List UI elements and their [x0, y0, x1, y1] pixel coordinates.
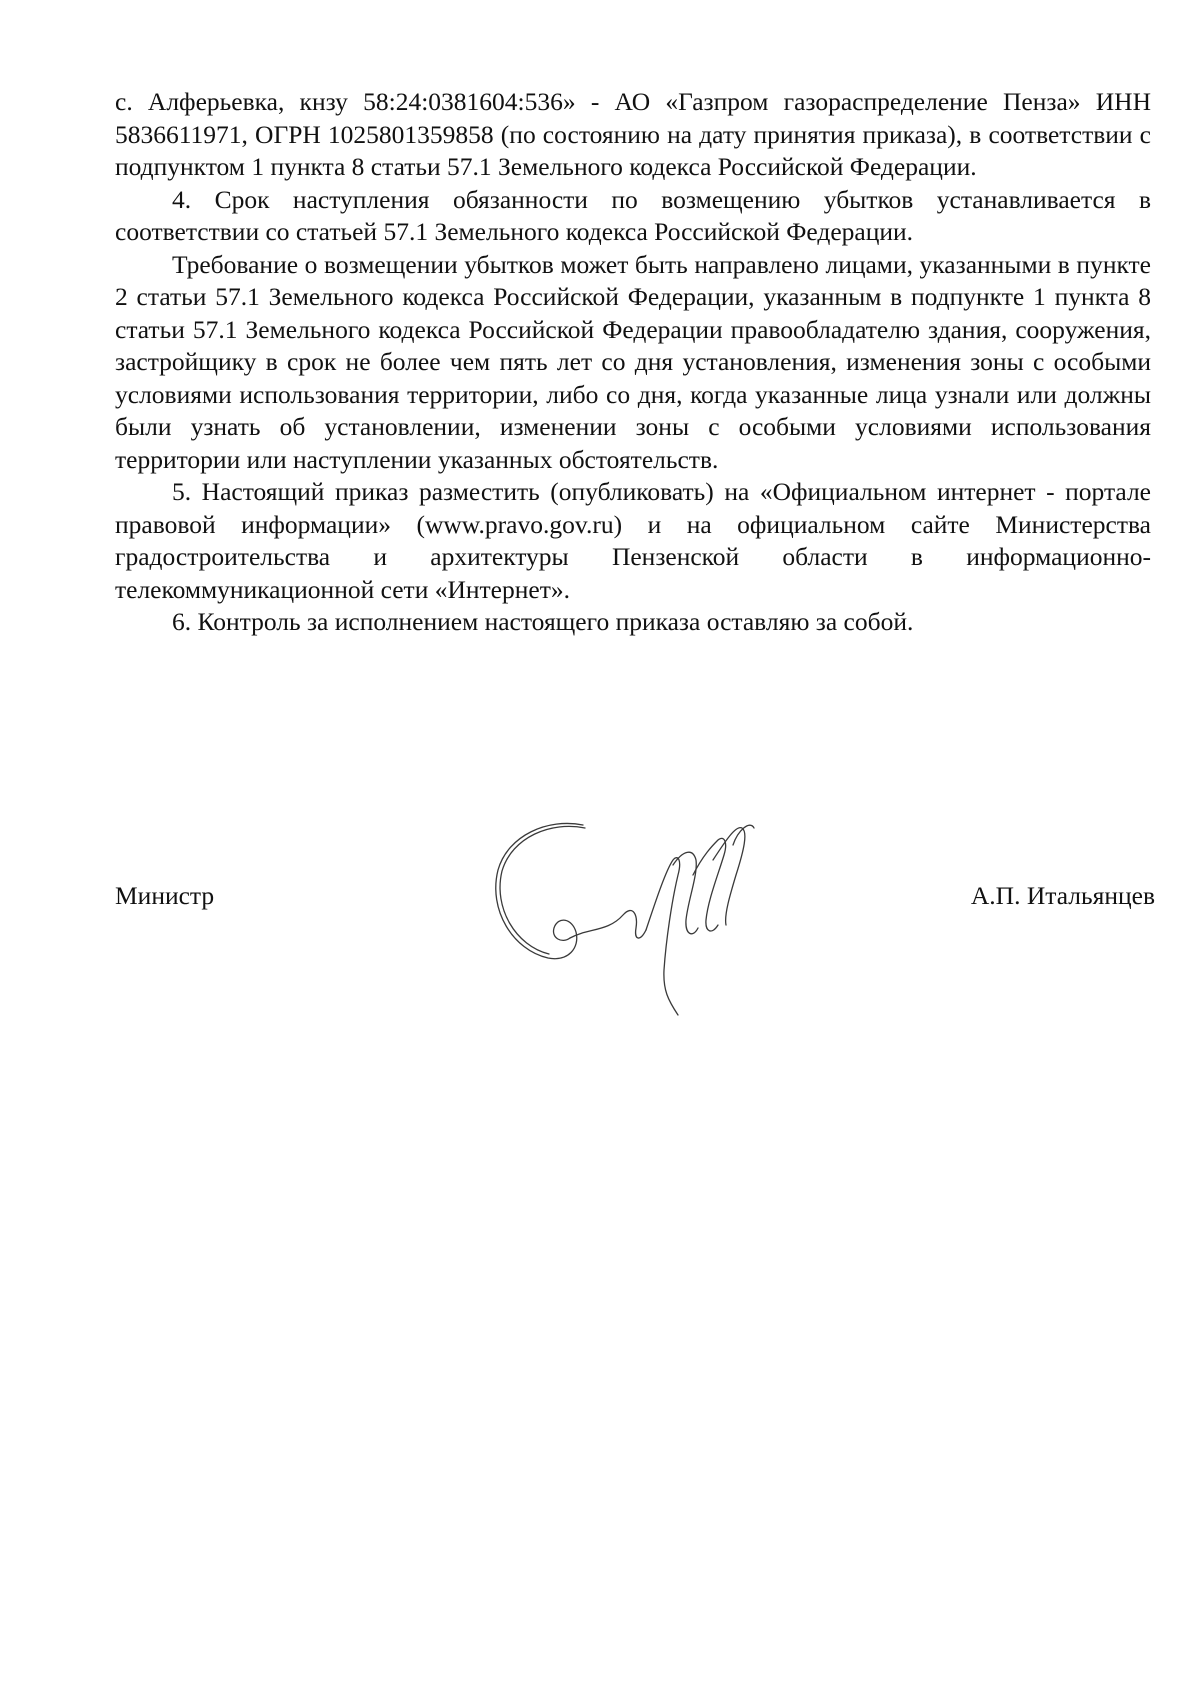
handwritten-signature [488, 820, 768, 1020]
document-body [115, 86, 1151, 639]
paragraph-item-6: 6. Контроль за исполнением настоящего приказа оставляю за собой. [172, 607, 914, 636]
signatory-position: Министр [115, 881, 215, 910]
signatory-name: А.П. Итальянцев [970, 881, 1155, 910]
paragraph-item-4: 4. Срок наступления обязанности по возмещению убытков устанавливается в соответствии со статьей 57.1 Земельного кодекса Российской Федерации. [115, 184, 1151, 246]
paragraph-damages-claim: Требование о возмещении убытков может быть направлено лицами, указанными в пункте 2 статьи 57.1 Земельного кодекса Российской Федерации, указанным в подпункте 1 пункта 8 статьи 57.1 Земельного кодекса Российской Федерации правообладателю здания, сооружения, застройщику в срок не более чем пять лет со дня установления, изменения зоны с особыми условиями использования территории, либо со дня, когда указанные лица узнали или должны были узнать об установлении, изменении зоны с особыми условиями использования территории или наступлении указанных обстоятельств. [115, 249, 1151, 474]
paragraph-item-5: 5. Настоящий приказ разместить (опубликовать) на «Официальном интернет - портале правовой информации» (www.pravo.gov.ru) и на официальном сайте Министерства градостроительства и архитектуры Пензенской области в информационно-телекоммуникационной сети «Интернет». [115, 477, 1151, 604]
paragraph-continuation: с. Алферьевка, кнзу 58:24:0381604:536» - АО «Газпром газораспределение Пенза» ИНН 5836611971, ОГРН 1025801359858 (по состоянию на дату принятия приказа), в соответствии с подпунктом 1 пункта 8 статьи 57.1 Земельного кодекса Российской Федерации. [115, 87, 1151, 181]
